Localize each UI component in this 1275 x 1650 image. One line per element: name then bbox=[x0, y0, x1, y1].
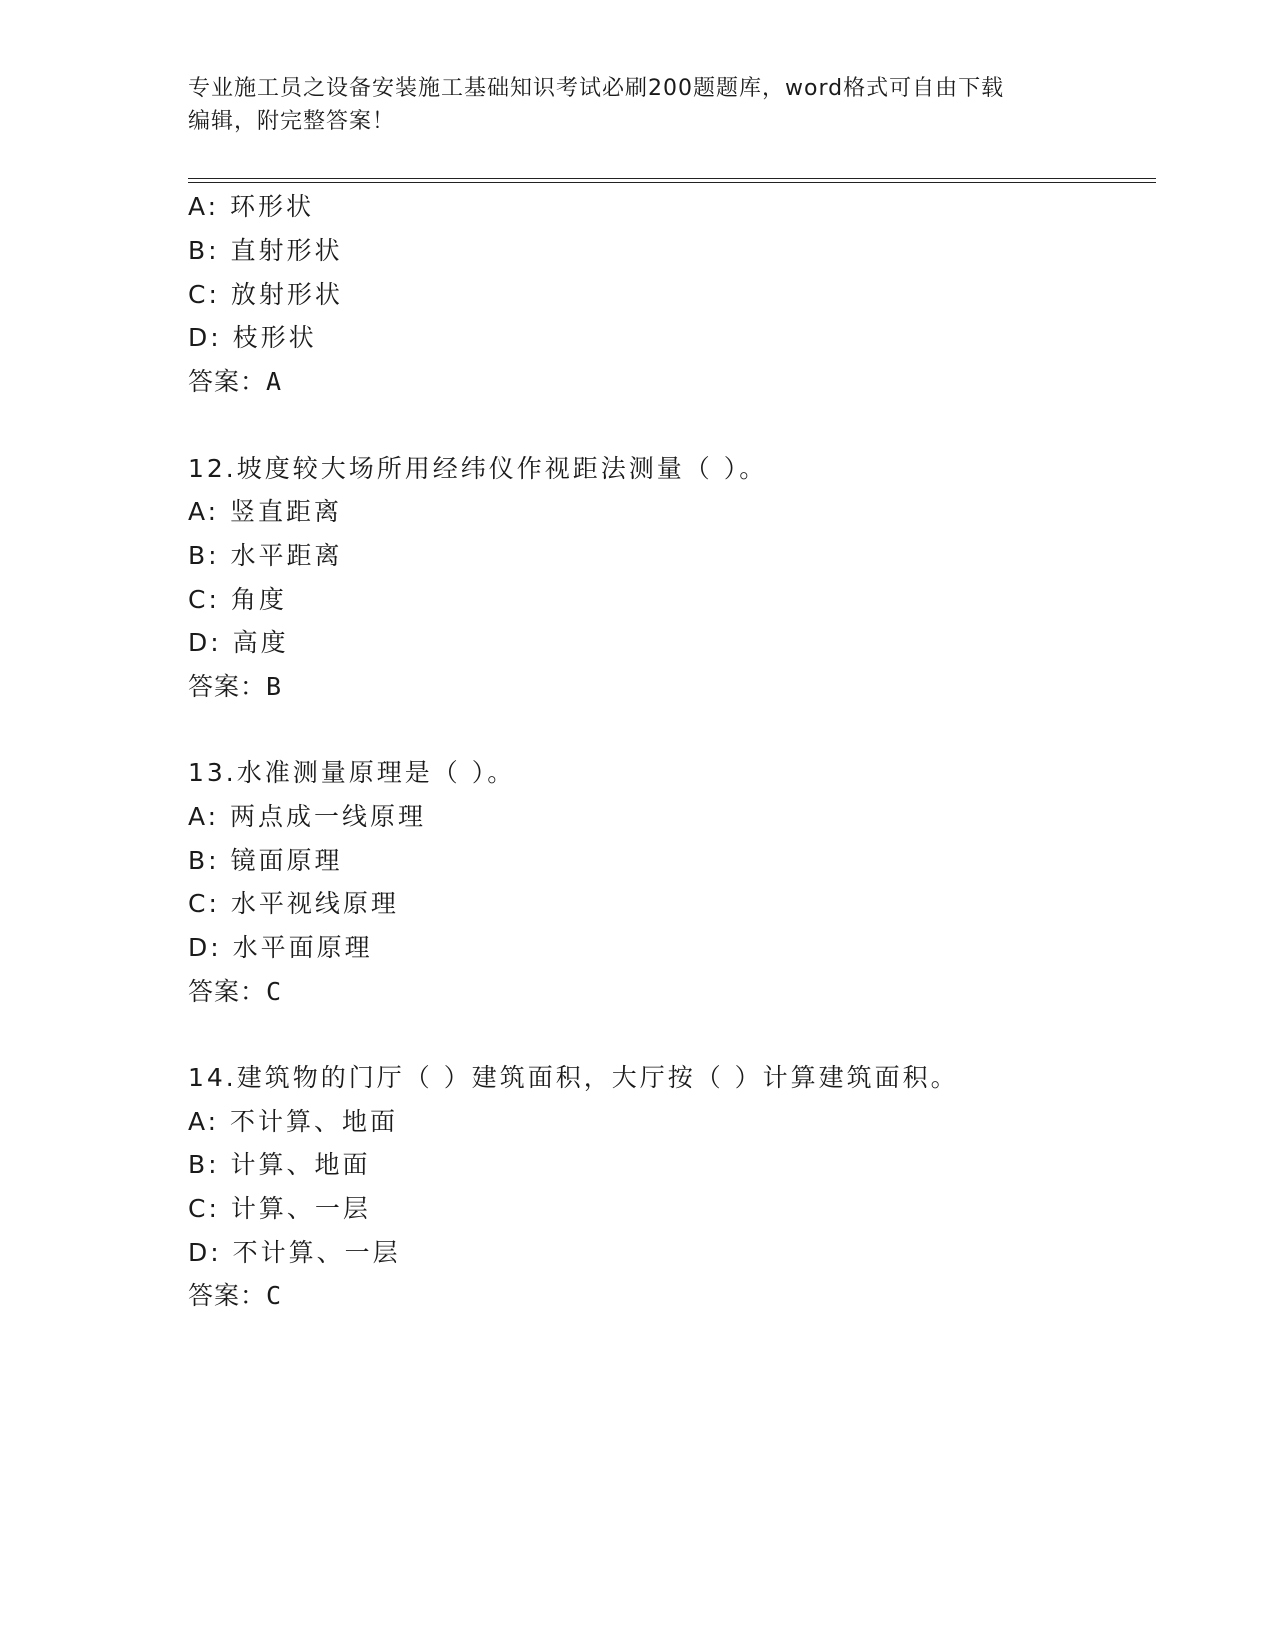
q11-option-d: D: 枝形状 bbox=[188, 323, 317, 352]
answer-value: A bbox=[266, 367, 283, 396]
q12-answer bbox=[188, 672, 282, 702]
q13-question: 13.水准测量原理是（ ）。 bbox=[188, 758, 516, 787]
header-line-1: 专业施工员之设备安装施工基础知识考试必刷200题题库，word格式可自由下载 bbox=[188, 76, 1005, 101]
q11-answer bbox=[188, 367, 282, 397]
q13-option-b: B: 镜面原理 bbox=[188, 846, 343, 875]
q14-option-b: B: 计算、地面 bbox=[188, 1150, 371, 1179]
q11-option-a: A: 环形状 bbox=[188, 192, 315, 221]
q12-option-b: B: 水平距离 bbox=[188, 541, 343, 570]
q14-answer bbox=[188, 1281, 282, 1311]
q11-option-b: B: 直射形状 bbox=[188, 236, 343, 265]
answer-label: 答案： bbox=[188, 367, 267, 396]
q12-option-c: C: 角度 bbox=[188, 585, 287, 614]
q14-option-d: D: 不计算、一层 bbox=[188, 1238, 401, 1267]
header-divider-top bbox=[188, 178, 1156, 179]
answer-label: 答案： bbox=[188, 977, 267, 1006]
q11-option-c: C: 放射形状 bbox=[188, 280, 343, 309]
q12-option-a: A: 竖直距离 bbox=[188, 497, 343, 526]
answer-label: 答案： bbox=[188, 672, 267, 701]
q12-question: 12.坡度较大场所用经纬仪作视距法测量（ ）。 bbox=[188, 454, 768, 483]
answer-value: C bbox=[266, 977, 283, 1006]
q12-option-d: D: 高度 bbox=[188, 628, 289, 657]
q14-option-c: C: 计算、一层 bbox=[188, 1194, 371, 1223]
q14-option-a: A: 不计算、地面 bbox=[188, 1107, 399, 1136]
q13-option-c: C: 水平视线原理 bbox=[188, 889, 399, 918]
document-header bbox=[188, 72, 1088, 138]
answer-value: B bbox=[266, 672, 283, 701]
header-line-2: 编辑，附完整答案！ bbox=[188, 109, 396, 134]
answer-label: 答案： bbox=[188, 1281, 267, 1310]
q13-option-a: A: 两点成一线原理 bbox=[188, 802, 427, 831]
answer-value: C bbox=[266, 1281, 283, 1310]
q13-answer bbox=[188, 977, 282, 1007]
q13-option-d: D: 水平面原理 bbox=[188, 933, 373, 962]
header-divider-bottom bbox=[188, 182, 1156, 183]
q14-question: 14.建筑物的门厅（ ）建筑面积，大厅按（ ）计算建筑面积。 bbox=[188, 1063, 959, 1092]
